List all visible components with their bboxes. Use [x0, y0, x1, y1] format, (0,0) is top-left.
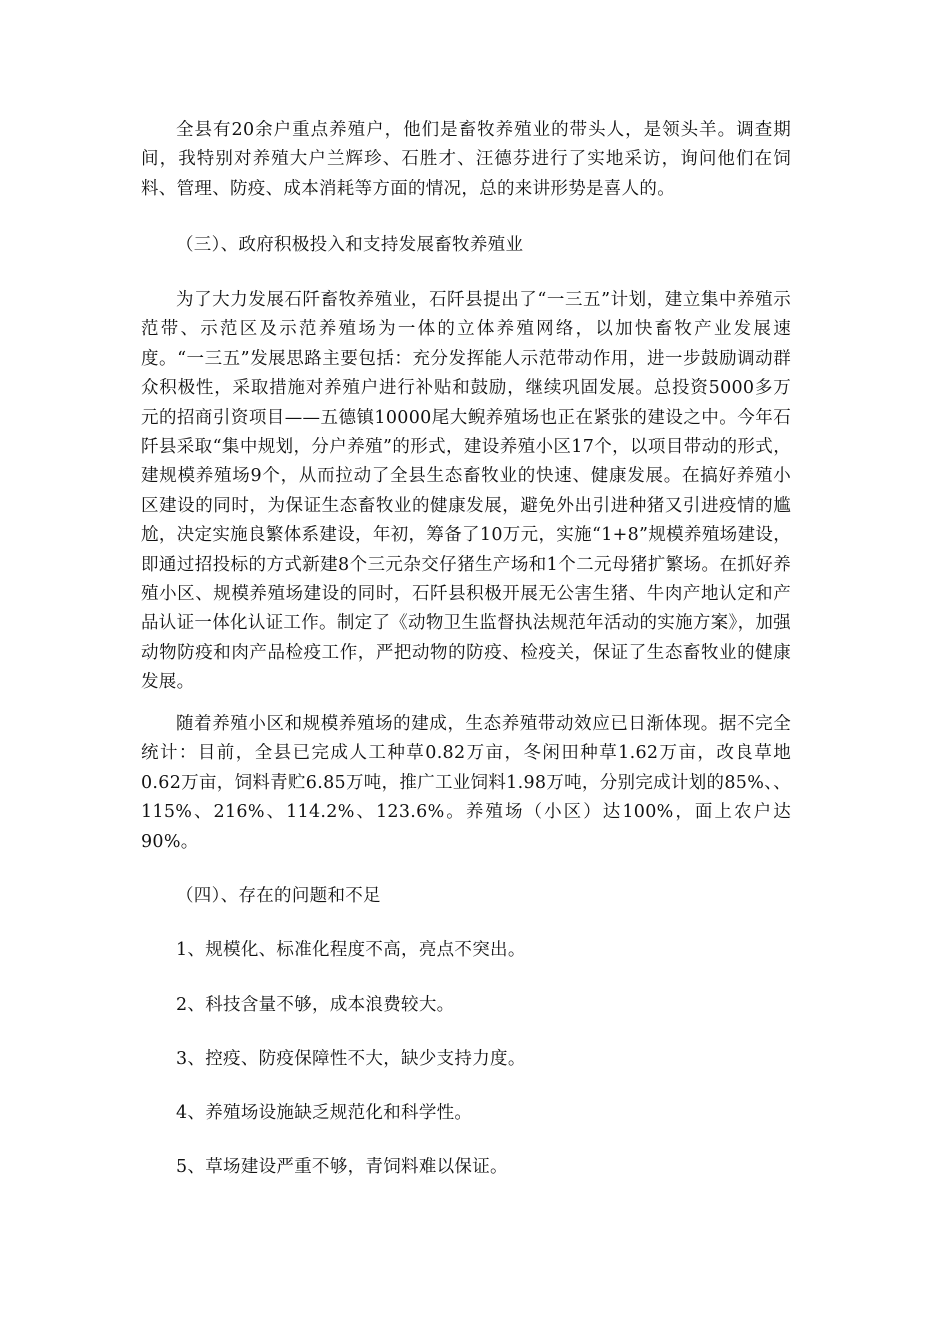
problem-item-1: 1、规模化、标准化程度不高，亮点不突出。: [176, 940, 526, 960]
problem-item-5: 5、草场建设严重不够，青饲料难以保证。: [176, 1157, 508, 1177]
problem-item-4: 4、养殖场设施缺乏规范化和科学性。: [176, 1103, 473, 1123]
paragraph-statistics: 随着养殖小区和规模养殖场的建成，生态养殖带动效应已日渐体现。据不完全统计：目前，全县已完成人工种草0.82万亩，冬闲田种草1.62万亩，改良草地0.62万亩，饲料青贮6.85万吨，推广工业饲料1.98万吨，分别完成计划的85%、、115%、216%、114.2%、123.6%。养殖场（小区）达100%，面上农户达90%。: [141, 714, 791, 852]
paragraph-key-farmers: 全县有20余户重点养殖户，他们是畜牧养殖业的带头人，是领头羊。调查期间，我特别对养殖大户兰辉珍、石胜才、汪德芬进行了实地采访，询问他们在饲料、管理、防疫、成本消耗等方面的情况，总的来讲形势是喜人的。: [141, 120, 791, 199]
problem-item-3: 3、控疫、防疫保障性不大，缺少支持力度。: [176, 1049, 526, 1069]
paragraph-government-investment: 为了大力发展石阡畜牧养殖业，石阡县提出了“一三五”计划，建立集中养殖示范带、示范区及示范养殖场为一体的立体养殖网络，以加快畜牧产业发展速度。“一三五”发展思路主要包括：充分发挥能人示范带动作用，进一步鼓励调动群众积极性，采取措施对养殖户进行补贴和鼓励，继续巩固发展。总投资5000多万元的招商引资项目——五德镇10000尾大鲵养殖场也正在紧张的建设之中。今年石阡县采取“集中规划，分户养殖”的形式，建设养殖小区17个，以项目带动的形式，建规模养殖场9个，从而拉动了全县生态畜牧业的快速、健康发展。在搞好养殖小区建设的同时，为保证生态畜牧业的健康发展，避免外出引进种猪又引进疫情的尴尬，决定实施良繁体系建设，年初，筹备了10万元，实施“1+8”规模养殖场建设，即通过招投标的方式新建8个三元杂交仔猪生产场和1个二元母猪扩繁场。在抓好养殖小区、规模养殖场建设的同时，石阡县积极开展无公害生猪、牛肉产地认定和产品认证一体化认证工作。制定了《动物卫生监督执法规范年活动的实施方案》，加强动物防疫和肉产品检疫工作，严把动物的防疫、检疫关，保证了生态畜牧业的健康发展。: [141, 290, 791, 693]
problem-item-2: 2、科技含量不够，成本浪费较大。: [176, 995, 455, 1015]
section-heading-3: （三）、政府积极投入和支持发展畜牧养殖业: [176, 235, 524, 255]
section-heading-4: （四）、存在的问题和不足: [176, 886, 381, 906]
